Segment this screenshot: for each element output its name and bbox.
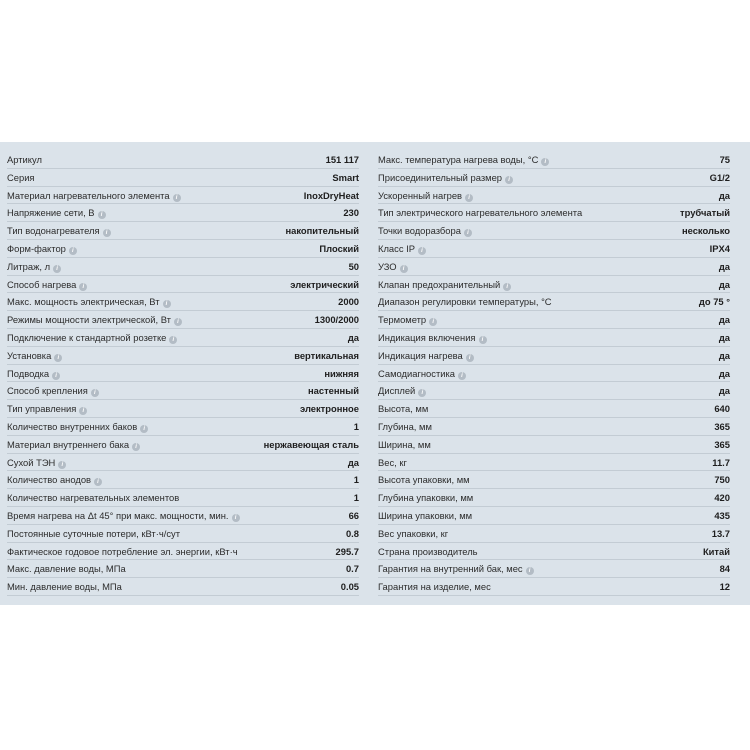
spec-label-text: Режимы мощности электрической, Вт [7,314,171,326]
spec-label [378,151,549,168]
spec-label-text: Гарантия на внутренний бак, мес [378,563,523,575]
spec-row [378,365,730,383]
spec-label-text: Время нагрева на Δt 45° при макс. мощности, мин. [7,509,229,521]
spec-row [378,204,730,222]
info-icon[interactable]: i [79,283,87,291]
spec-label-text: Тип электрического нагревательного элемента [378,207,583,219]
spec-label-text: Диапазон регулировки температуры, °С [378,296,552,308]
spec-value: трубчатый [680,207,730,219]
spec-value: да [718,349,730,361]
spec-label-text: Количество анодов [7,474,92,486]
spec-row [7,543,359,561]
spec-label [378,276,511,293]
spec-value: 365 [714,438,730,450]
spec-label-text: Глубина упаковки, мм [378,492,474,504]
spec-value: 1 [353,420,359,432]
spec-value: 365 [714,420,730,432]
spec-value: 230 [343,207,359,219]
spec-value: до 75 ° [698,296,730,308]
spec-row [7,329,359,347]
info-icon[interactable]: i [466,354,474,362]
spec-label-text: Высота, мм [378,403,429,415]
spec-row [378,311,730,329]
spec-row [378,293,730,311]
spec-label-text: Напряжение сети, В [7,207,95,219]
spec-row [7,258,359,276]
spec-label [378,311,437,328]
spec-value: Плоский [319,242,359,254]
info-icon[interactable]: i [69,247,77,255]
spec-label [7,169,35,186]
info-icon[interactable]: i [53,265,61,273]
info-icon[interactable]: i [400,265,408,273]
spec-label [7,418,148,435]
spec-row [378,258,730,276]
spec-label [7,578,122,595]
spec-value: 1 [353,492,359,504]
spec-label-text: Класс IP [378,242,415,254]
spec-label [7,311,182,328]
spec-row [378,400,730,418]
spec-value: да [718,385,730,397]
spec-label [7,276,87,293]
spec-label [7,560,126,577]
spec-value: G1/2 [709,171,730,183]
spec-value: нержавеющая сталь [263,438,359,450]
spec-label [7,187,181,204]
spec-row [378,276,730,294]
info-icon[interactable]: i [429,318,437,326]
info-icon[interactable]: i [98,211,106,219]
info-icon[interactable]: i [140,425,148,433]
spec-label [7,525,180,542]
spec-label-text: Подключение к стандартной розетке [7,331,167,343]
spec-label-text: Установка [7,349,52,361]
spec-row [7,240,359,258]
spec-value: 84 [719,563,730,575]
spec-row [7,347,359,365]
spec-label [378,382,426,399]
spec-value: да [718,278,730,290]
spec-label-text: Способ нагрева [7,278,77,290]
spec-label-text: Присоединительный размер [378,171,503,183]
spec-label-text: Постоянные суточные потери, кВт·ч/сут [7,527,180,539]
spec-row [378,525,730,543]
spec-label [7,454,66,471]
spec-value: 0.05 [340,581,359,593]
spec-row [7,436,359,454]
spec-label-text: Термометр [378,314,427,326]
spec-value: 435 [714,509,730,521]
spec-label [7,347,62,364]
spec-value: 0.8 [345,527,359,539]
spec-label [7,151,42,168]
spec-label [378,347,474,364]
spec-label [7,329,177,346]
info-icon[interactable]: i [465,194,473,202]
spec-label-text: Форм-фактор [7,242,66,254]
info-icon[interactable]: i [163,300,171,308]
spec-label-text: Высота упаковки, мм [378,474,470,486]
specs-panel [0,142,750,605]
spec-label-text: Ускоренный нагрев [378,189,463,201]
spec-row [7,507,359,525]
spec-label [378,454,407,471]
spec-label [378,222,472,239]
info-icon[interactable]: i [52,372,60,380]
spec-label [378,169,513,186]
spec-label [7,400,87,417]
spec-row [378,382,730,400]
spec-row [378,240,730,258]
spec-label-text: Тип водонагревателя [7,225,100,237]
spec-label [7,543,238,560]
spec-row [7,471,359,489]
specs-column-right [378,151,730,596]
spec-row [378,329,730,347]
info-icon[interactable]: i [58,461,66,469]
spec-row [378,578,730,596]
info-icon[interactable]: i [94,478,102,486]
spec-value: 0.7 [345,563,359,575]
info-icon[interactable]: i [91,389,99,397]
spec-row [7,169,359,187]
spec-label-text: Клапан предохранительный [378,278,501,290]
spec-label [378,578,491,595]
spec-value: нижняя [324,367,359,379]
info-icon[interactable]: i [541,158,549,166]
spec-row [378,169,730,187]
spec-row [7,222,359,240]
spec-value: 1300/2000 [314,314,359,326]
spec-value: 75 [719,154,730,165]
spec-row [378,151,730,169]
spec-label [378,525,448,542]
spec-label [378,293,552,310]
spec-label-text: Страна производитель [378,545,478,557]
spec-label-text: Тип управления [7,403,77,415]
spec-label-text: Гарантия на изделие, мес [378,581,491,593]
spec-row [7,204,359,222]
spec-label [378,204,582,221]
spec-label-text: УЗО [378,260,397,272]
spec-label [378,560,534,577]
spec-label-text: Точки водоразбора [378,225,461,237]
spec-value: 295.7 [335,545,359,557]
spec-label-text: Индикация включения [378,331,476,343]
spec-label [378,400,428,417]
spec-label-text: Макс. мощность электрическая, Вт [7,296,160,308]
spec-label [378,258,408,275]
spec-label [378,329,487,346]
spec-label-text: Вес упаковки, кг [378,527,449,539]
info-icon[interactable]: i [418,247,426,255]
spec-label [7,382,99,399]
spec-label-text: Подводка [7,367,50,379]
spec-value: электрический [290,278,359,290]
spec-label-text: Макс. давление воды, МПа [7,563,126,575]
spec-row [7,276,359,294]
spec-value: 640 [714,403,730,415]
spec-row [378,471,730,489]
spec-value: 1 [353,474,359,486]
spec-row [378,187,730,205]
spec-label-text: Макс. температура нагрева воды, °С [378,154,539,165]
spec-label [7,222,111,239]
spec-value: Китай [702,545,730,557]
spec-label [378,543,478,560]
spec-row [378,560,730,578]
specs-column-left [7,151,359,596]
spec-row [7,418,359,436]
spec-row [7,560,359,578]
spec-value: 11.7 [712,456,730,468]
spec-label [378,187,473,204]
spec-row [378,418,730,436]
spec-row [378,543,730,561]
spec-label [378,240,426,257]
spec-row [7,382,359,400]
info-icon[interactable]: i [458,372,466,380]
spec-label [7,258,61,275]
spec-row [7,151,359,169]
spec-label-text: Количество нагревательных элементов [7,492,180,504]
spec-label [7,204,106,221]
spec-label-text: Литраж, л [7,260,51,272]
spec-label-text: Самодиагностика [378,367,456,379]
spec-value: настенный [308,385,359,397]
spec-label-text: Артикул [7,154,42,165]
spec-row [7,489,359,507]
spec-row [7,400,359,418]
spec-value: 750 [714,474,730,486]
spec-value: InoxDryHeat [303,189,359,201]
info-icon[interactable]: i [54,354,62,362]
spec-value: да [718,314,730,326]
spec-value: вертикальная [294,349,359,361]
spec-value: 12 [719,581,730,593]
spec-label-text: Количество внутренних баков [7,420,138,432]
spec-row [378,507,730,525]
spec-value: 66 [348,509,359,521]
spec-label-text: Мин. давление воды, МПа [7,581,122,593]
spec-row [378,347,730,365]
spec-label-text: Серия [7,171,35,183]
spec-label [7,365,60,382]
spec-label [7,436,140,453]
spec-value: да [347,456,359,468]
spec-value: 151 117 [325,154,359,165]
spec-value: накопительный [285,225,359,237]
spec-row [7,293,359,311]
info-icon[interactable]: i [479,336,487,344]
info-icon[interactable]: i [103,229,111,237]
info-icon[interactable]: i [132,443,140,451]
spec-value: да [718,367,730,379]
spec-row [7,454,359,472]
info-icon[interactable]: i [418,389,426,397]
spec-row [7,525,359,543]
info-icon[interactable]: i [464,229,472,237]
spec-label [7,471,102,488]
info-icon[interactable]: i [79,407,87,415]
spec-label-text: Сухой ТЭН [7,456,56,468]
spec-row [378,222,730,240]
spec-value: да [718,331,730,343]
spec-value: да [718,260,730,272]
spec-label [378,436,431,453]
spec-row [378,436,730,454]
spec-row [378,454,730,472]
spec-value: 13.7 [711,527,730,539]
spec-label [7,489,179,506]
spec-value: 2000 [338,296,359,308]
spec-row [7,187,359,205]
spec-label-text: Вес, кг [378,456,407,468]
spec-label-text: Способ крепления [7,385,88,397]
spec-label-text: Глубина, мм [378,420,432,432]
spec-label [378,507,472,524]
info-icon[interactable]: i [526,567,534,575]
spec-label [7,293,171,310]
spec-value: Smart [332,171,359,183]
spec-label [378,471,470,488]
spec-label [378,418,432,435]
spec-label [7,240,77,257]
spec-label-text: Материал нагревательного элемента [7,189,170,201]
info-icon[interactable]: i [169,336,177,344]
info-icon[interactable]: i [503,283,511,291]
spec-value: несколько [681,225,730,237]
spec-label [7,507,240,524]
spec-value: IPX4 [709,242,730,254]
spec-row [7,365,359,383]
spec-row [378,489,730,507]
spec-label-text: Дисплей [378,385,416,397]
spec-value: электронное [300,403,359,415]
spec-value: да [347,331,359,343]
spec-label-text: Индикация нагрева [378,349,463,361]
spec-row [7,578,359,596]
spec-label [378,365,466,382]
info-icon[interactable]: i [173,194,181,202]
info-icon[interactable]: i [232,514,240,522]
spec-value: 50 [348,260,359,272]
spec-value: да [718,189,730,201]
spec-value: 420 [714,492,730,504]
info-icon[interactable]: i [174,318,182,326]
spec-label [378,489,473,506]
spec-label-text: Материал внутреннего бака [7,438,130,450]
spec-label-text: Фактическое годовое потребление эл. энергии, кВт·ч [7,545,238,557]
spec-label-text: Ширина упаковки, мм [378,509,473,521]
spec-label-text: Ширина, мм [378,438,431,450]
spec-row [7,311,359,329]
info-icon[interactable]: i [505,176,513,184]
